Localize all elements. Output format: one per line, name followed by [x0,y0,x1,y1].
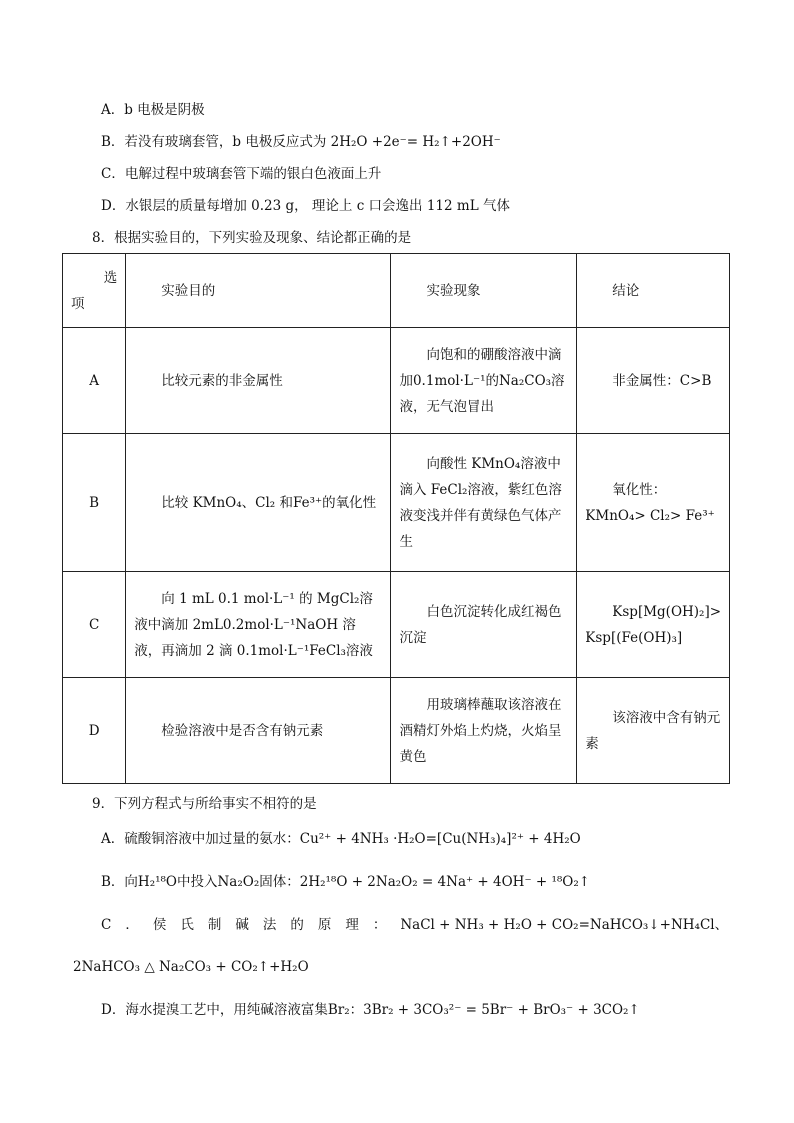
q9-stem: 9．下列方程式与所给事实不相符的是 [92,796,317,812]
header-conclusion: 结论 [577,254,730,328]
row-aim: 向 1 mL 0.1 mol·L⁻¹ 的 MgCl₂溶液中滴加 2mL0.2mol·L⁻¹NaOH 溶液，再滴加 2 滴 0.1mol·L⁻¹FeCl₃溶液 [126,572,391,678]
q9-option-c-eq2: 2NaHCO₃ △ Na₂CO₃ + CO₂↑+H₂O [73,959,309,975]
q9-option-c-eq1: NaCl + NH₃ + H₂O + CO₂=NaHCO₃↓+NH₄Cl、 [400,917,729,933]
row-option: C [63,572,126,678]
row-phenomenon: 用玻璃棒蘸取该溶液在酒精灯外焰上灼烧，火焰呈黄色 [391,678,577,784]
q8-stem: 8．根据实验目的，下列实验及现象、结论都正确的是 [92,230,412,246]
row-option: D [63,678,126,784]
row-aim: 比较 KMnO₄、Cl₂ 和Fe³⁺的氧化性 [126,434,391,572]
q7-option-c: C．电解过程中玻璃套管下端的银白色液面上升 [101,166,382,182]
row-phenomenon: 向酸性 KMnO₄溶液中滴入 FeCl₂溶液，紫红色溶液变浅并伴有黄绿色气体产生 [391,434,577,572]
header-phenomenon: 实验现象 [391,254,577,328]
q9-option-c-label: C．侯氏制碱法的原理： [101,917,401,933]
header-option-top: 选 [103,269,118,286]
q7-option-a: A．b 电极是阴极 [101,102,205,118]
row-conclusion: 该溶液中含有钠元素 [577,678,730,784]
row-conclusion: Ksp[Mg(OH)₂]> Ksp[(Fe(OH)₃] [577,572,730,678]
row-phenomenon: 白色沉淀转化成红褐色沉淀 [391,572,577,678]
header-option [63,254,126,328]
row-aim: 检验溶液中是否含有钠元素 [126,678,391,784]
q9-option-c-line1 [101,915,729,935]
row-option: A [63,328,126,434]
q8-table [62,253,730,784]
table-row [63,572,730,678]
header-aim: 实验目的 [126,254,391,328]
q9-option-b: B．向H₂¹⁸O中投入Na₂O₂固体：2H₂¹⁸O + 2Na₂O₂ = 4Na⁺ + 4OH⁻ + ¹⁸O₂↑ [101,874,591,890]
q9-option-d: D．海水提溴工艺中，用纯碱溶液富集Br₂：3Br₂ + 3CO₃²⁻ = 5Br⁻ + BrO₃⁻ + 3CO₂↑ [101,1002,640,1018]
row-aim: 比较元素的非金属性 [126,328,391,434]
table-row [63,328,730,434]
table-header-row [63,254,730,328]
row-option: B [63,434,126,572]
row-conclusion: 非金属性：C>B [577,328,730,434]
table-row [63,434,730,572]
header-option-bottom: 项 [71,295,85,312]
row-conclusion: 氧化性：KMnO₄> Cl₂> Fe³⁺ [577,434,730,572]
table-row [63,678,730,784]
q9-option-a: A．硫酸铜溶液中加过量的氨水：Cu²⁺ + 4NH₃ ·H₂O=[Cu(NH₃)₄]²⁺ + 4H₂O [101,831,581,847]
q7-option-b: B．若没有玻璃套管，b 电极反应式为 2H₂O +2e⁻= H₂↑+2OH⁻ [101,134,501,150]
row-phenomenon: 向饱和的硼酸溶液中滴加0.1mol·L⁻¹的Na₂CO₃溶液，无气泡冒出 [391,328,577,434]
q7-option-d: D．水银层的质量每增加 0.23 g， 理论上 c 口会逸出 112 mL 气体 [101,198,510,214]
